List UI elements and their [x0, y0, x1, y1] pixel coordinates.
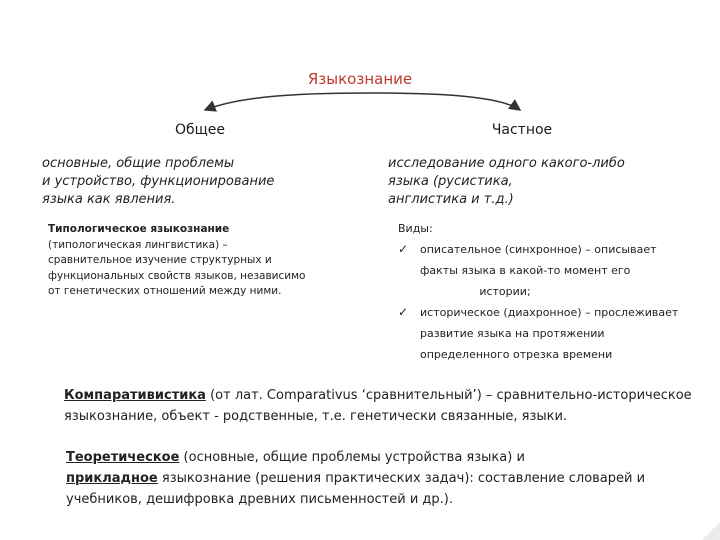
comparative-line1-rest: (от лат. Comparativus ‘сравнительный’) – сравнительно-историческое — [205, 388, 692, 403]
theory-line2-rest: языкознание (решения практических задач): составление словарей и — [157, 471, 646, 486]
particular-description-line: исследование одного какого-либо — [388, 156, 625, 171]
view-line: описательное (синхронное) – описывает — [420, 243, 657, 256]
typology-line: от генетических отношений между ними. — [48, 285, 282, 297]
comparative-paragraph — [64, 385, 704, 427]
typology-term: Типологическое языкознание — [48, 223, 230, 235]
comparative-line: языкознание, объект - родственные, т.е. генетически связанные, языки. — [64, 409, 568, 424]
views-label: Виды: — [398, 222, 433, 235]
particular-description-line: языка (русистика, — [388, 174, 513, 189]
theory-line — [66, 447, 706, 468]
particular-description-line: англистика и т.д.) — [388, 192, 514, 207]
theory-line — [66, 468, 706, 489]
comparative-term: Компаративистика — [64, 388, 206, 403]
views-block — [398, 218, 708, 365]
view-line: развитие языка на протяжении — [420, 327, 605, 340]
typology-line: функциональных свойств языков, независимо — [48, 269, 306, 282]
typology-line: сравнительное изучение структурных и — [48, 254, 272, 266]
theory-line: учебников, дешифровка древних письменностей и др.). — [66, 492, 453, 507]
general-description-line: языка как явления. — [42, 192, 176, 207]
general-description — [42, 155, 342, 209]
view-item-descriptive — [398, 239, 708, 260]
checkmark-icon: ✓ — [398, 242, 409, 256]
general-description-line: и устройство, функционирование — [42, 174, 275, 189]
checkmark-icon: ✓ — [398, 305, 409, 319]
arrow-right — [368, 93, 520, 110]
view-line: факты языка в какой-то момент его — [420, 264, 631, 277]
comparative-line — [64, 385, 704, 406]
view-line — [398, 281, 708, 302]
applied-term: прикладное — [66, 471, 158, 486]
typology-block — [48, 222, 348, 300]
view-line: определенного отрезка времени — [420, 348, 613, 361]
theoretical-term: Теоретическое — [66, 450, 180, 465]
theory-paragraph — [66, 447, 706, 510]
particular-description — [388, 155, 688, 209]
typology-line: (типологическая лингвистика) – — [48, 238, 228, 251]
general-description-line: основные, общие проблемы — [42, 156, 235, 171]
branch-general-heading: Общее — [174, 122, 226, 138]
arrow-left — [205, 93, 368, 110]
view-line: историческое (диахронное) – прослеживает — [420, 306, 679, 319]
page-corner-decoration — [702, 522, 720, 540]
theory-line1-rest: (основные, общие проблемы устройства языка) и — [179, 450, 525, 465]
branch-particular-heading: Частное — [491, 122, 553, 138]
view-line-text: истории; — [479, 285, 531, 298]
view-item-historical — [398, 302, 708, 323]
diagram-title: Языкознание — [307, 70, 413, 88]
